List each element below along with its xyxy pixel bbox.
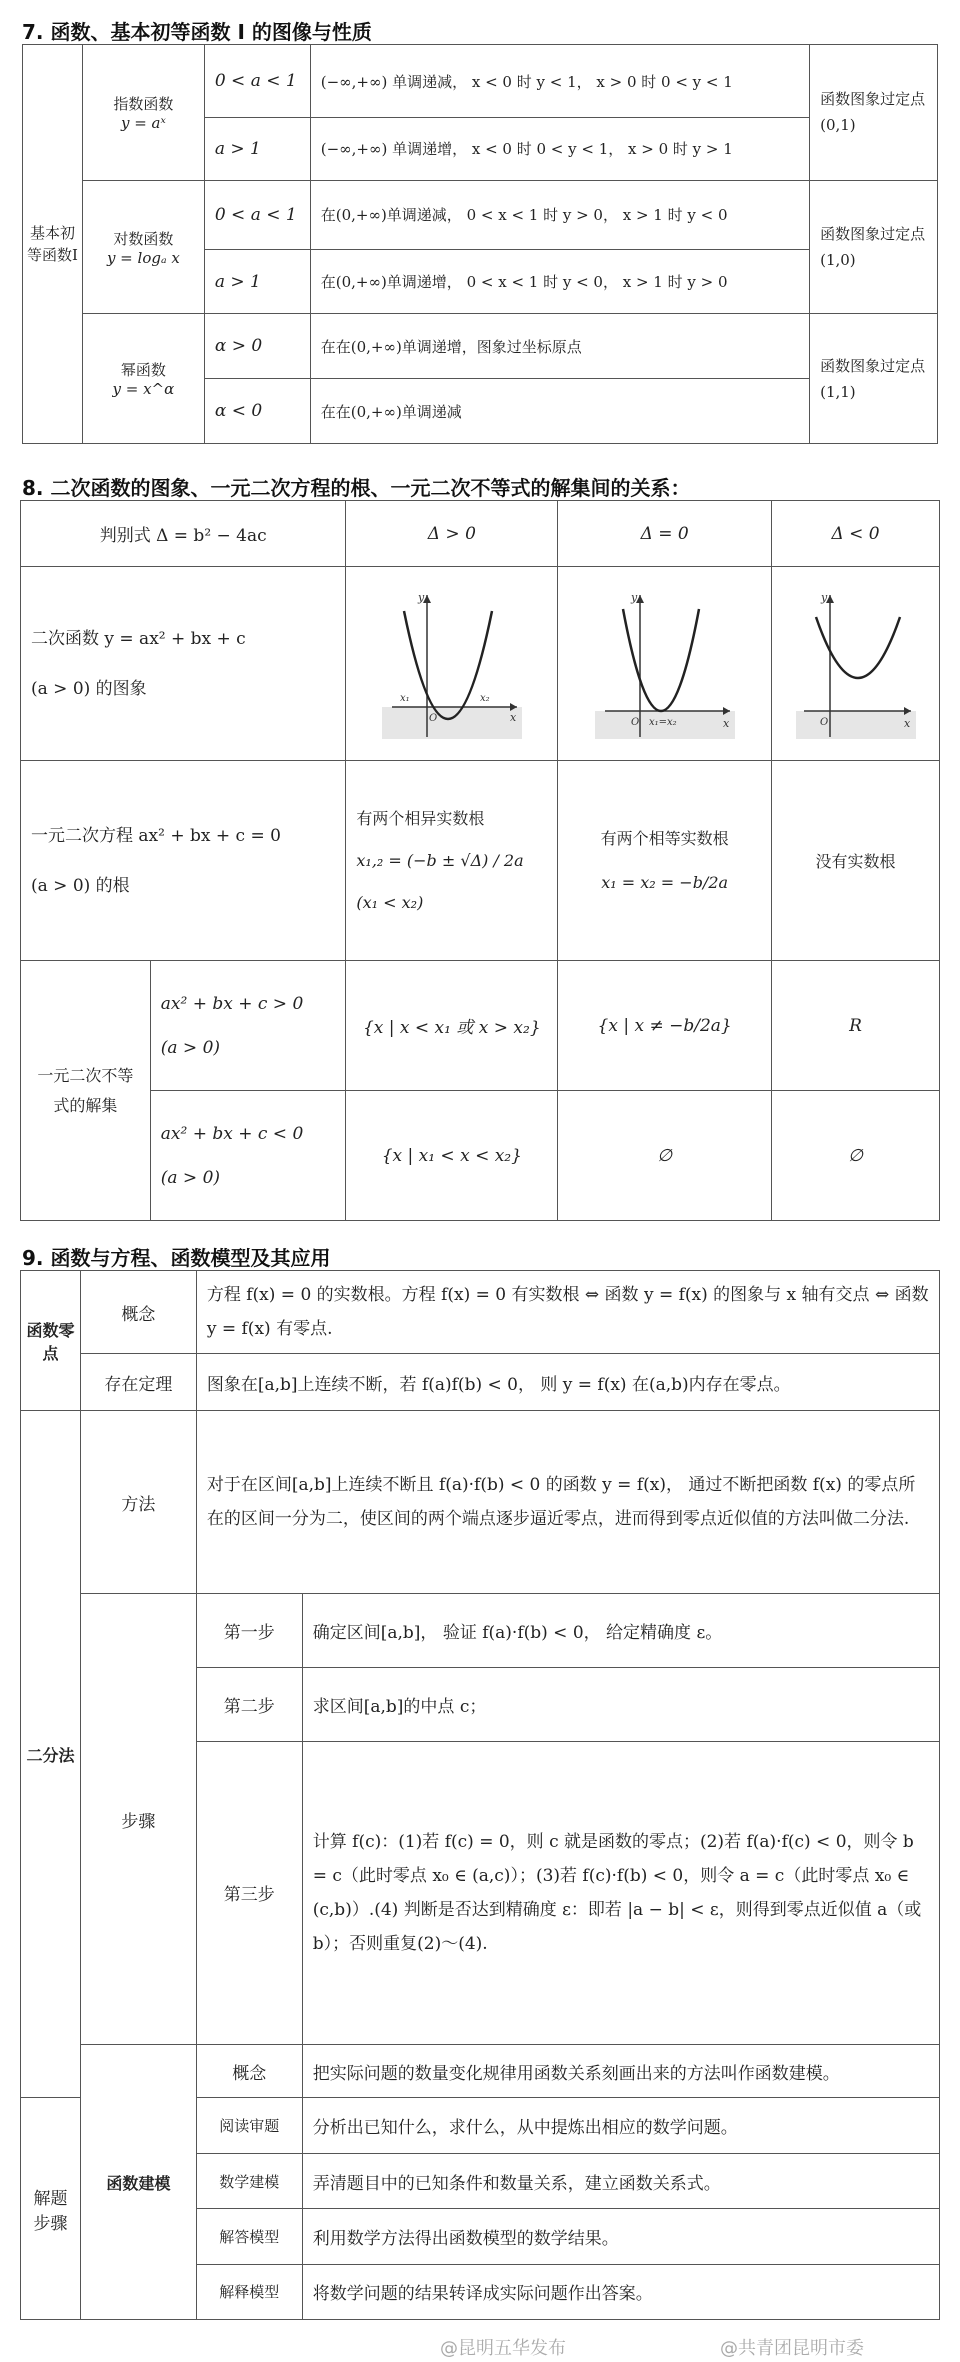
exp-cell (82, 45, 204, 181)
watermark-2: @共青团昆明市委 (720, 2338, 864, 2359)
pow-desc-2: 在在(0,+∞)单调递减 (310, 379, 809, 444)
ineq-gt-cell (150, 961, 346, 1091)
pow-cond-2: α < 0 (204, 379, 310, 444)
bisection-method-text: 对于在区间[a,b]上连续不断且 f(a)·f(b) < 0 的函数 y = f(x)， 通过不断把函数 f(x) 的零点所在的区间一分为二，使区间的两个端点逐步逼近零点，进而得到零点近似值的方法叫做二分法. (196, 1411, 939, 1594)
exp-cond-1: 0 < a < 1 (204, 45, 310, 118)
log-note: 函数图象过定点(1,0) (810, 180, 938, 314)
axis-x-label-2: x (722, 716, 729, 730)
section-8-title: 8. 二次函数的图象、一元二次方程的根、一元二次不等式的解集间的关系： (22, 476, 691, 500)
group-bisection: 二分法 (21, 1411, 81, 2098)
step-3-text: 计算 f(c)：(1)若 f(c) = 0，则 c 就是函数的零点；(2)若 f(a)·f(c) < 0，则令 b = c（此时零点 x₀ ∈ (a,c)）；(3)若 f(c)·f(b) < 0，则令 a = c（此时零点 x₀ ∈ (c,b)）.(4) 判断是否达到精确度 ε：即若 |a − b| < ε，则得到零点近似值 a（或 b）；否则重复(2)～(4). (302, 1741, 939, 2045)
model-step-2-label: 数学建模 (196, 2153, 302, 2208)
roots-zero-1: 有两个相等实数根 (600, 828, 729, 848)
model-step-4-label: 解释模型 (196, 2264, 302, 2319)
watermark-1: @昆明五华发布 (440, 2338, 566, 2359)
pow-name: 幂函数 (120, 361, 166, 380)
header-zero: Δ = 0 (558, 501, 772, 567)
pow-note: 函数图象过定点(1,1) (810, 314, 938, 444)
ineq-lt-positive: {x | x₁ < x < x₂} (346, 1091, 558, 1221)
ineq-lt-negative: ∅ (772, 1091, 940, 1221)
modeling-steps-label: 解题步骤 (21, 2098, 81, 2320)
roots-positive (346, 761, 558, 961)
pow-formula: y = x^α (112, 380, 175, 399)
model-step-1-label: 阅读审题 (196, 2098, 302, 2153)
model-step-3-label: 解答模型 (196, 2209, 302, 2264)
model-step-3-text: 利用数学方法得出函数模型的数学结果。 (302, 2209, 939, 2264)
modeling-concept-label: 概念 (196, 2045, 302, 2098)
root-double-label: x₁=x₂ (648, 716, 677, 728)
graph-cell-negative (772, 567, 940, 761)
graph-row-label-2: (a > 0) 的图象 (31, 678, 147, 699)
roots-zero (558, 761, 772, 961)
ineq-lt-cond: (a > 0) (160, 1167, 221, 1188)
model-step-2-text: 弄清题目中的已知条件和数量关系，建立函数关系式。 (302, 2153, 939, 2208)
root-x2-label: x₂ (479, 692, 490, 704)
exp-formula: y = aˣ (120, 113, 166, 132)
step-1-label: 第一步 (196, 1593, 302, 1667)
pow-cond-1: α > 0 (204, 314, 310, 379)
log-name: 对数函数 (113, 229, 174, 248)
ineq-lt-cell (150, 1091, 346, 1221)
root-row-label-1: 一元二次方程 ax² + bx + c = 0 (31, 825, 281, 846)
parabola-double-root-graph (595, 589, 735, 739)
ineq-gt-positive: {x | x < x₁ 或 x > x₂} (346, 961, 558, 1091)
ineq-lt: ax² + bx + c < 0 (160, 1123, 304, 1144)
roots-positive-1: 有两个相异实数根 (356, 808, 485, 828)
root-row-label-2: (a > 0) 的根 (31, 875, 130, 896)
zeros-concept-text: 方程 f(x) = 0 的实数根。方程 f(x) = 0 有实数根 ⇔ 函数 y = f(x) 的图象与 x 轴有交点 ⇔ 函数 y = f(x) 有零点. (196, 1271, 939, 1354)
origin-label: O (428, 712, 438, 724)
bisection-steps-label: 步骤 (80, 1593, 196, 2044)
ineq-label: 一元二次不等式的解集 (21, 961, 151, 1221)
zeros-concept-label: 概念 (80, 1271, 196, 1354)
ineq-gt-cond: (a > 0) (160, 1037, 221, 1058)
parabola-no-root-graph (796, 589, 916, 739)
exp-name: 指数函数 (113, 94, 174, 113)
exp-desc-1: (−∞,+∞) 单调递减， x < 0 时 y < 1， x > 0 时 0 < y < 1 (310, 45, 809, 118)
pow-cell (82, 314, 204, 444)
group-zeros: 函数零点 (21, 1271, 81, 1411)
ineq-lt-zero: ∅ (558, 1091, 772, 1221)
roots-negative: 没有实数根 (772, 761, 940, 961)
log-desc-2: 在(0,+∞)单调递增， 0 < x < 1 时 y < 0， x > 1 时 y > 0 (310, 249, 809, 314)
log-cell (82, 180, 204, 314)
step-3-label: 第三步 (196, 1741, 302, 2045)
bisection-method-label: 方法 (80, 1411, 196, 1594)
log-cond-1: 0 < a < 1 (204, 180, 310, 249)
axis-x-label: x (509, 710, 517, 724)
origin-label-3: O (819, 716, 828, 728)
ineq-gt-negative: R (772, 961, 940, 1091)
step-2-text: 求区间[a,b]的中点 c； (302, 1667, 939, 1741)
table-elementary-functions (22, 44, 938, 444)
table-zeros-modeling (20, 1270, 940, 2320)
axis-y-label-2: y (630, 590, 637, 604)
section-7-title: 7. 函数、基本初等函数 I 的图像与性质 (22, 20, 372, 44)
log-desc-1: 在(0,+∞)单调递减， 0 < x < 1 时 y > 0， x > 1 时 y < 0 (310, 180, 809, 249)
modeling-concept-text: 把实际问题的数量变化规律用函数关系刻画出来的方法叫作函数建模。 (302, 2045, 939, 2098)
step-1-text: 确定区间[a,b]， 验证 f(a)·f(b) < 0， 给定精确度 ε。 (302, 1593, 939, 1667)
graph-cell-positive (346, 567, 558, 761)
roots-positive-3: (x₁ < x₂) (356, 892, 424, 912)
pow-desc-1: 在在(0,+∞)单调递增，图象过坐标原点 (310, 314, 809, 379)
graph-row-label-1: 二次函数 y = ax² + bx + c (31, 628, 246, 649)
header-negative: Δ < 0 (772, 501, 940, 567)
parabola-two-roots-graph (382, 589, 522, 739)
axis-y-label: y (417, 590, 425, 604)
roots-zero-2: x₁ = x₂ = −b/2a (601, 872, 729, 892)
model-step-1-text: 分析出已知什么，求什么，从中提炼出相应的数学问题。 (302, 2098, 939, 2153)
axis-x-label-3: x (903, 716, 910, 730)
section-9-title: 9. 函数与方程、函数模型及其应用 (22, 1246, 331, 1270)
log-cond-2: a > 1 (204, 249, 310, 314)
zeros-theorem-text: 图象在[a,b]上连续不断，若 f(a)f(b) < 0， 则 y = f(x) 在(a,b)内存在零点。 (196, 1354, 939, 1411)
group-label: 基本初等函数Ⅰ (23, 45, 83, 444)
header-positive: Δ > 0 (346, 501, 558, 567)
step-2-label: 第二步 (196, 1667, 302, 1741)
table-quadratic (20, 500, 940, 1221)
model-step-4-text: 将数学问题的结果转译成实际问题作出答案。 (302, 2264, 939, 2319)
ineq-gt: ax² + bx + c > 0 (160, 993, 304, 1014)
header-discriminant: 判别式 Δ = b² − 4ac (21, 501, 346, 567)
ineq-gt-zero: {x | x ≠ −b/2a} (558, 961, 772, 1091)
zeros-theorem-label: 存在定理 (80, 1354, 196, 1411)
exp-desc-2: (−∞,+∞) 单调递增， x < 0 时 0 < y < 1， x > 0 时 y > 1 (310, 118, 809, 181)
root-x1-label: x₁ (399, 692, 410, 704)
roots-positive-2: x₁,₂ = (−b ± √Δ) / 2a (356, 850, 524, 870)
group-modeling: 函数建模 (80, 2045, 196, 2320)
exp-note: 函数图象过定点(0,1) (810, 45, 938, 181)
origin-label-2: O (630, 716, 639, 728)
root-row-label (21, 761, 346, 961)
log-formula: y = logₐ x (106, 248, 180, 267)
axis-y-label-3: y (820, 590, 827, 604)
graph-cell-zero (558, 567, 772, 761)
exp-cond-2: a > 1 (204, 118, 310, 181)
graph-row-label (21, 567, 346, 761)
